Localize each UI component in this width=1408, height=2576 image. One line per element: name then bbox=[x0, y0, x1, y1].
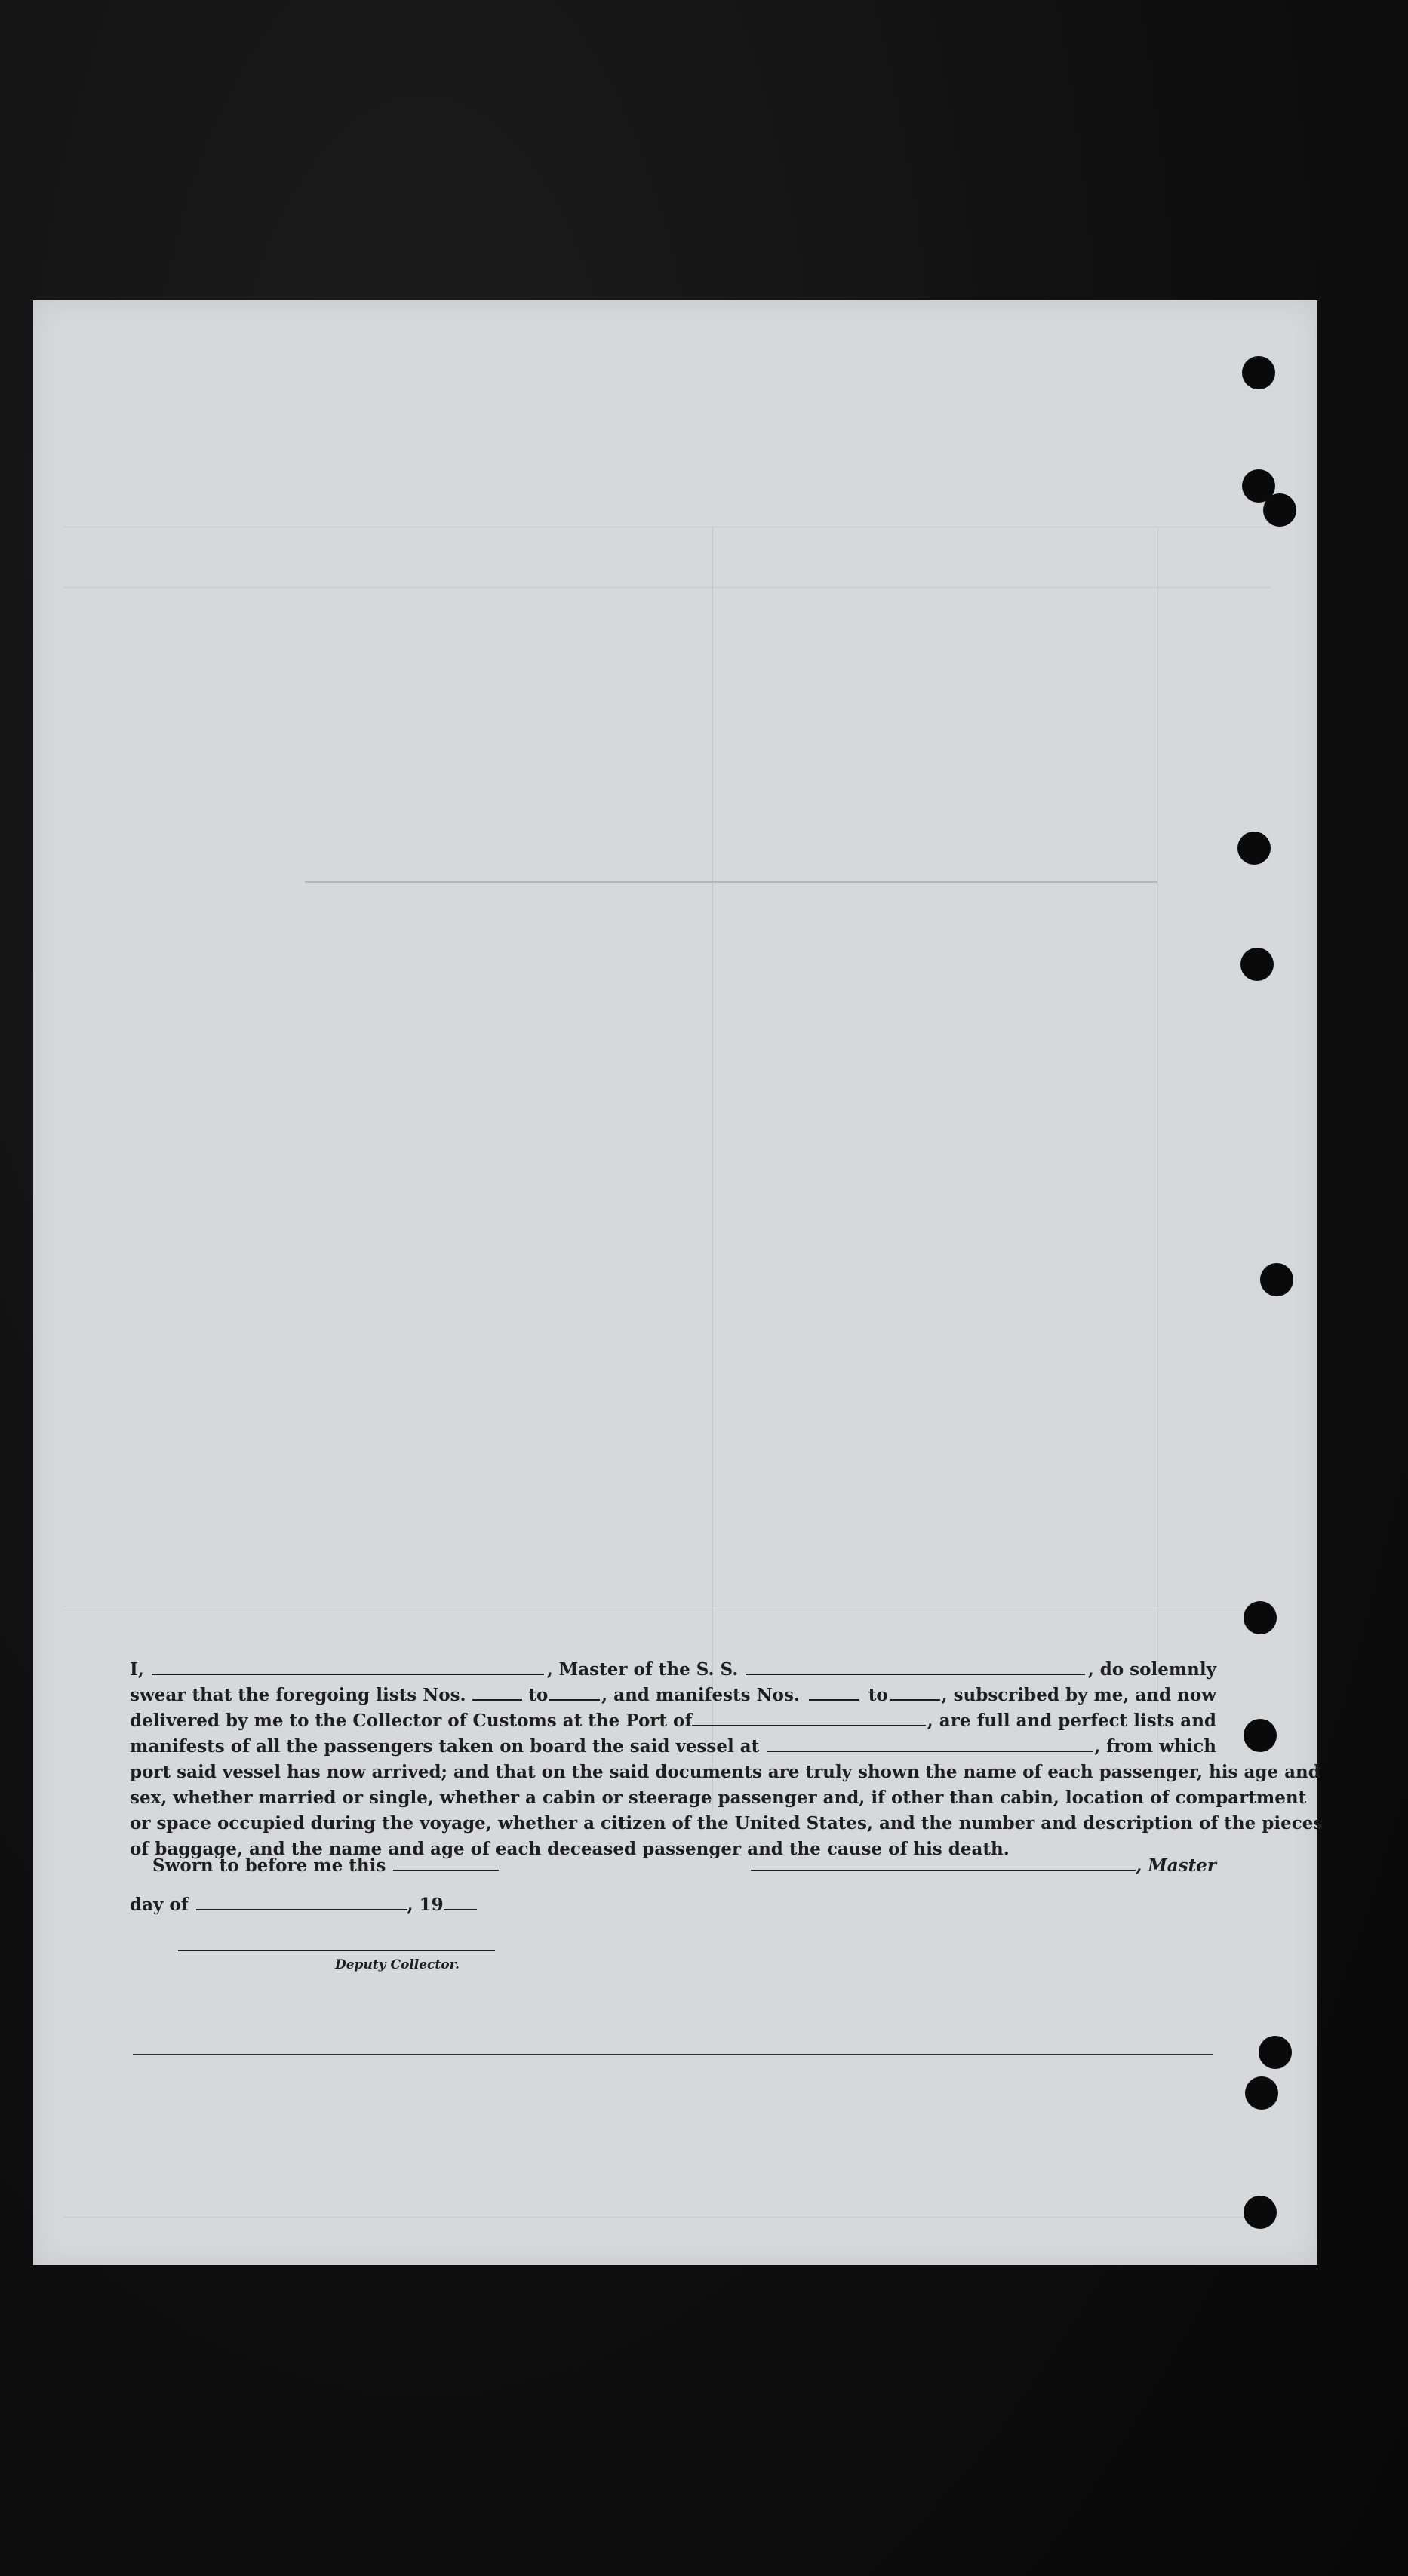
bleed-rule bbox=[305, 881, 1157, 883]
punch-hole bbox=[1263, 493, 1296, 527]
sworn-date-blank bbox=[393, 1853, 499, 1871]
bleed-rule bbox=[63, 2217, 1271, 2218]
punch-hole bbox=[1244, 1601, 1277, 1634]
list-from-blank bbox=[472, 1683, 523, 1701]
declaration-line bbox=[130, 1760, 1320, 1785]
day-row bbox=[130, 1892, 1216, 1915]
declaration-text: swear that the foregoing lists Nos. bbox=[130, 1685, 466, 1705]
manifest-from-blank bbox=[809, 1683, 859, 1701]
sworn-row bbox=[130, 1853, 1216, 1876]
declaration-text: I, bbox=[130, 1659, 144, 1680]
signature-block bbox=[130, 1853, 1216, 1915]
day-blank bbox=[196, 1892, 407, 1910]
punch-hole bbox=[1244, 1719, 1277, 1752]
year-blank bbox=[444, 1892, 477, 1910]
declaration-line bbox=[130, 1785, 1307, 1811]
punch-hole bbox=[1242, 356, 1275, 389]
declaration-text: , subscribed by me, and now bbox=[941, 1685, 1216, 1705]
declaration-line bbox=[130, 1683, 1216, 1708]
manifest-page bbox=[33, 300, 1317, 2265]
declaration-text: or space occupied during the voyage, whether a citizen of the United States, and the number and description of the pieces bbox=[130, 1813, 1323, 1834]
bottom-rule bbox=[133, 2054, 1213, 2055]
declaration-text: , are full and perfect lists and bbox=[927, 1711, 1216, 1731]
ship-name-blank bbox=[746, 1657, 1084, 1675]
declaration-text: of baggage, and the name and age of each deceased passenger and the cause of his death. bbox=[130, 1839, 1010, 1859]
declaration-text: to bbox=[528, 1685, 549, 1705]
declaration-text: to bbox=[868, 1685, 888, 1705]
declaration-line bbox=[130, 1657, 1216, 1683]
bleed-rule bbox=[712, 527, 713, 1809]
declaration-text: , Master of the S. S. bbox=[546, 1659, 739, 1680]
declaration-text: , from which bbox=[1094, 1736, 1216, 1757]
declaration-text: , and manifests Nos. bbox=[601, 1685, 800, 1705]
port-blank bbox=[692, 1708, 926, 1726]
punch-hole bbox=[1245, 2076, 1278, 2110]
punch-hole bbox=[1260, 1263, 1293, 1296]
bleed-rule bbox=[63, 587, 1271, 588]
punch-hole bbox=[1259, 2036, 1292, 2069]
manifest-to-blank bbox=[890, 1683, 940, 1701]
punch-hole bbox=[1244, 2196, 1277, 2229]
declaration-text: manifests of all the passengers taken on board the said vessel at bbox=[130, 1736, 760, 1757]
departure-port-blank bbox=[767, 1734, 1093, 1752]
punch-hole bbox=[1240, 948, 1274, 981]
master-name-blank bbox=[152, 1657, 544, 1675]
declaration-line bbox=[130, 1734, 1216, 1760]
list-to-blank bbox=[549, 1683, 600, 1701]
day-of-label: day of bbox=[130, 1895, 189, 1915]
master-label: , Master bbox=[1136, 1855, 1216, 1876]
year-label: , 19 bbox=[407, 1895, 444, 1915]
sworn-label: Sworn to before me this bbox=[152, 1855, 386, 1876]
deputy-collector-label: Deputy Collector. bbox=[335, 1957, 460, 1972]
declaration-text: , do solemnly bbox=[1087, 1659, 1216, 1680]
punch-hole bbox=[1237, 832, 1271, 865]
declaration-line bbox=[130, 1811, 1323, 1837]
declaration-text: port said vessel has now arrived; and that on the said documents are truly shown the name of each passenger, his age and bbox=[130, 1762, 1320, 1782]
master-signature-blank bbox=[751, 1853, 1136, 1871]
master-declaration bbox=[130, 1657, 1323, 1862]
declaration-text: delivered by me to the Collector of Customs at the Port of bbox=[130, 1711, 693, 1731]
bleed-rule bbox=[1157, 527, 1158, 1809]
deputy-signature-line bbox=[178, 1950, 495, 1951]
declaration-text: sex, whether married or single, whether a cabin or steerage passenger and, if other than cabin, location of compartment bbox=[130, 1788, 1307, 1808]
declaration-line bbox=[130, 1708, 1216, 1734]
